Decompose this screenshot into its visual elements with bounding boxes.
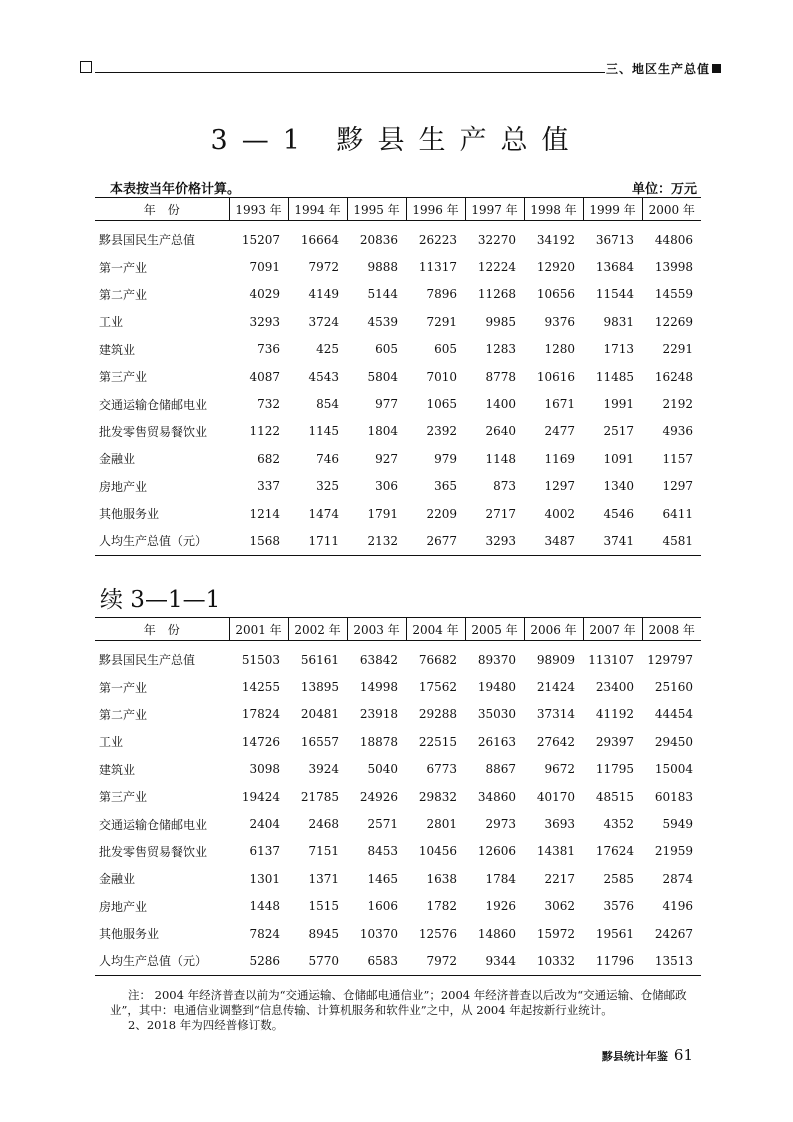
table-row	[95, 756, 701, 783]
table-cell: 7972	[308, 260, 339, 275]
table-row	[95, 500, 701, 527]
table-row	[95, 783, 701, 810]
table-cell: 1301	[249, 871, 280, 886]
table-header-row	[95, 198, 701, 221]
table-row	[95, 673, 701, 700]
row-label: 第一产业	[99, 260, 148, 275]
row-label: 第二产业	[99, 707, 148, 722]
row-label: 房地产业	[99, 479, 148, 494]
table-cell: 15972	[536, 926, 575, 941]
table-cell: 5286	[229, 947, 288, 975]
table-cell: 1784	[485, 871, 516, 886]
table-cell: 10370	[359, 926, 398, 941]
table-cell: 29397	[595, 734, 634, 749]
table-cell: 425	[316, 342, 339, 357]
table-cell: 24267	[654, 926, 693, 941]
table-cell: 4002	[544, 506, 575, 521]
year-column-header: 2008 年	[642, 618, 701, 641]
table-cell: 2477	[544, 424, 575, 439]
table-cell: 2517	[603, 424, 634, 439]
table-cell: 13895	[300, 680, 339, 695]
footnote-line: 业”，其中：电通信业调整到“信息传输、计算机服务和软件业”之中，从 2004 年起按新行业统计。	[110, 1003, 613, 1017]
table-cell: 1157	[662, 451, 693, 466]
year-column-header: 1995 年	[347, 198, 406, 221]
table-cell: 873	[493, 479, 516, 494]
row-label: 黟县国民生产总值	[99, 233, 196, 248]
table-note: 本表按当年价格计算。	[110, 182, 241, 197]
table-cell: 3062	[544, 899, 575, 914]
year-column-header: 2002 年	[288, 618, 347, 641]
table-cell: 1169	[544, 451, 575, 466]
table-cell: 44454	[654, 707, 693, 722]
year-column-header: 2004 年	[406, 618, 465, 641]
table-cell: 14726	[241, 734, 280, 749]
table-cell: 746	[316, 451, 339, 466]
row-label: 工业	[99, 315, 124, 330]
year-column-header: 2000 年	[642, 198, 701, 221]
table-cell: 1474	[308, 506, 339, 521]
table-cell: 5144	[367, 287, 398, 302]
table-cell: 10456	[418, 844, 457, 859]
page-title: 3—1 黟县生产总值	[210, 125, 583, 156]
table-cell: 5770	[288, 947, 347, 975]
table-cell: 63842	[359, 652, 398, 667]
table-cell: 1791	[367, 506, 398, 521]
row-label: 人均生产总值（元）	[95, 527, 229, 555]
table-cell: 7896	[426, 287, 457, 302]
year-column-header: 2001 年	[229, 618, 288, 641]
table-row	[95, 701, 701, 728]
table-row	[95, 445, 701, 472]
table-cell: 3293	[465, 527, 524, 555]
table-cell: 19480	[477, 680, 516, 695]
row-label: 金融业	[99, 872, 136, 887]
table-cell: 1782	[426, 899, 457, 914]
table-cell: 17624	[595, 844, 634, 859]
table-row	[95, 810, 701, 837]
table-cell: 9831	[603, 314, 634, 329]
year-column-header: 1994 年	[288, 198, 347, 221]
table-row	[95, 527, 701, 555]
table-cell: 605	[434, 342, 457, 357]
table-row	[95, 418, 701, 445]
table-cell: 1671	[544, 397, 575, 412]
table-cell: 7010	[426, 369, 457, 384]
table-cell: 1297	[544, 479, 575, 494]
row-label: 第二产业	[99, 287, 148, 302]
table-cell: 2571	[367, 817, 398, 832]
table-cell: 12224	[477, 260, 516, 275]
table-cell: 6137	[249, 844, 280, 859]
table-row	[95, 947, 701, 975]
table-cell: 14381	[536, 844, 575, 859]
table-cell: 1568	[229, 527, 288, 555]
table-cell: 2717	[485, 506, 516, 521]
table-cell: 7972	[406, 947, 465, 975]
table-cell: 6583	[347, 947, 406, 975]
table-cell: 9344	[465, 947, 524, 975]
table-cell: 18878	[359, 734, 398, 749]
row-label: 工业	[99, 735, 124, 750]
table-cell: 20481	[300, 707, 339, 722]
table-cell: 21785	[300, 789, 339, 804]
table-cell: 1145	[308, 424, 339, 439]
table-cell: 60183	[654, 789, 693, 804]
section-header	[606, 60, 721, 77]
table-cell: 15004	[654, 762, 693, 777]
table-cell: 21959	[654, 844, 693, 859]
year-column-header: 1996 年	[406, 198, 465, 221]
table-cell: 4936	[662, 424, 693, 439]
table-cell: 29450	[654, 734, 693, 749]
row-label: 人均生产总值（元）	[95, 947, 229, 975]
section-title: 三、地区生产总值	[606, 62, 711, 76]
row-label: 第三产业	[99, 790, 148, 805]
table-cell: 11268	[477, 287, 516, 302]
table-cell: 10616	[536, 369, 575, 384]
table-cell: 1065	[426, 397, 457, 412]
table-cell: 17824	[241, 707, 280, 722]
row-label: 第一产业	[99, 680, 148, 695]
table-row	[95, 336, 701, 363]
table-cell: 9672	[544, 762, 575, 777]
table-cell: 2217	[544, 871, 575, 886]
table-row	[95, 893, 701, 920]
table-cell: 32270	[477, 232, 516, 247]
table-cell: 9985	[485, 314, 516, 329]
table-cell: 2874	[662, 871, 693, 886]
table-cell: 48515	[595, 789, 634, 804]
table-cell: 29288	[418, 707, 457, 722]
table-cell: 7291	[426, 314, 457, 329]
table-cell: 17562	[418, 680, 457, 695]
table-cell: 26223	[418, 232, 457, 247]
year-column-header: 1997 年	[465, 198, 524, 221]
table-cell: 12269	[654, 314, 693, 329]
year-column-header: 2005 年	[465, 618, 524, 641]
table-cell: 8778	[485, 369, 516, 384]
table-cell: 3576	[603, 899, 634, 914]
table-cell: 37314	[536, 707, 575, 722]
year-column-header: 1999 年	[583, 198, 642, 221]
table-cell: 4543	[308, 369, 339, 384]
table-cell: 8945	[308, 926, 339, 941]
table-cell: 854	[316, 397, 339, 412]
table-cell: 1371	[308, 871, 339, 886]
table-cell: 23918	[359, 707, 398, 722]
year-column-header: 2003 年	[347, 618, 406, 641]
table-cell: 1713	[603, 342, 634, 357]
table-cell: 1926	[485, 899, 516, 914]
row-label: 金融业	[99, 452, 136, 467]
table-row	[95, 281, 701, 308]
row-label: 批发零售贸易餐饮业	[99, 424, 208, 439]
table-cell: 34192	[536, 232, 575, 247]
year-column-header: 1998 年	[524, 198, 583, 221]
table-cell: 129797	[647, 652, 693, 667]
table-cell: 4581	[642, 527, 701, 555]
table-cell: 23400	[595, 680, 634, 695]
table-cell: 12606	[477, 844, 516, 859]
year-header: 年 份	[95, 618, 229, 641]
table-cell: 12920	[536, 260, 575, 275]
table-cell: 979	[434, 451, 457, 466]
table-cell: 19424	[241, 789, 280, 804]
table-cell: 1148	[485, 451, 516, 466]
table-cell: 2192	[662, 397, 693, 412]
table-cell: 51503	[241, 652, 280, 667]
row-label: 房地产业	[99, 899, 148, 914]
table-row	[95, 728, 701, 755]
table-cell: 16248	[654, 369, 693, 384]
table-row	[95, 221, 701, 254]
table-row	[95, 253, 701, 280]
table-cell: 16664	[300, 232, 339, 247]
table-cell: 8867	[485, 762, 516, 777]
table-cell: 605	[375, 342, 398, 357]
table-cell: 6411	[662, 506, 693, 521]
table-cell: 2640	[485, 424, 516, 439]
table-cell: 2209	[426, 506, 457, 521]
table-cell: 325	[316, 479, 339, 494]
table-cell: 1214	[249, 506, 280, 521]
table-cell: 6773	[426, 762, 457, 777]
table-cell: 7091	[249, 260, 280, 275]
table-cell: 1606	[367, 899, 398, 914]
table-cell: 2291	[662, 342, 693, 357]
table-cell: 1400	[485, 397, 516, 412]
table-cell: 3487	[524, 527, 583, 555]
row-label: 交通运输仓储邮电业	[99, 817, 208, 832]
table-cell: 27642	[536, 734, 575, 749]
footnote	[110, 988, 710, 1033]
table-cell: 5804	[367, 369, 398, 384]
table-cell: 4029	[249, 287, 280, 302]
table-cell: 8453	[367, 844, 398, 859]
year-column-header: 1993 年	[229, 198, 288, 221]
table-cell: 21424	[536, 680, 575, 695]
table-cell: 7151	[308, 844, 339, 859]
table-cell: 3924	[308, 762, 339, 777]
table-cell: 1515	[308, 899, 339, 914]
table-cell: 12576	[418, 926, 457, 941]
table-cell: 11485	[595, 369, 634, 384]
page-footer	[602, 1046, 693, 1064]
header-rule	[95, 72, 605, 73]
table-row	[95, 865, 701, 892]
table-cell: 1340	[603, 479, 634, 494]
table-cell: 2468	[308, 817, 339, 832]
table-cell: 36713	[595, 232, 634, 247]
table-cell: 682	[257, 451, 280, 466]
table-cell: 24926	[359, 789, 398, 804]
table-cell: 29832	[418, 789, 457, 804]
table-cell: 3693	[544, 817, 575, 832]
table-cell: 1297	[662, 479, 693, 494]
footnote-line: 2、2018 年为四经普修订数。	[128, 1018, 284, 1032]
table-cell: 10332	[524, 947, 583, 975]
table-header-row	[95, 618, 701, 641]
table-cell: 98909	[536, 652, 575, 667]
table-cell: 1465	[367, 871, 398, 886]
row-label: 其他服务业	[99, 507, 160, 522]
table-cell: 1448	[249, 899, 280, 914]
table-cell: 9376	[544, 314, 575, 329]
table-cell: 34860	[477, 789, 516, 804]
table-cell: 1122	[249, 424, 280, 439]
table-cell: 5949	[662, 817, 693, 832]
year-column-header: 2006 年	[524, 618, 583, 641]
table-cell: 16557	[300, 734, 339, 749]
table-cell: 3741	[583, 527, 642, 555]
table-cell: 3098	[249, 762, 280, 777]
table-cell: 14998	[359, 680, 398, 695]
page-number: 61	[673, 1046, 693, 1064]
table-cell: 1091	[603, 451, 634, 466]
table-cell: 732	[257, 397, 280, 412]
data-table-2001-2008	[95, 617, 701, 976]
table-cell: 19561	[595, 926, 634, 941]
table-row	[95, 838, 701, 865]
table-cell: 1991	[603, 397, 634, 412]
table-cell: 306	[375, 479, 398, 494]
row-label: 建筑业	[99, 342, 136, 357]
table-cell: 4196	[662, 899, 693, 914]
table-cell: 10656	[536, 287, 575, 302]
row-label: 第三产业	[99, 370, 148, 385]
table-cell: 11317	[418, 260, 457, 275]
book-title: 黟县统计年鉴	[601, 1050, 668, 1063]
row-label: 批发零售贸易餐饮业	[99, 844, 208, 859]
table-cell: 26163	[477, 734, 516, 749]
table-cell: 1804	[367, 424, 398, 439]
table-cell: 4546	[603, 506, 634, 521]
table-cell: 40170	[536, 789, 575, 804]
table-cell: 76682	[418, 652, 457, 667]
table-cell: 2585	[603, 871, 634, 886]
table-cell: 89370	[477, 652, 516, 667]
table-cell: 2132	[347, 527, 406, 555]
continued-title: 续 3—1—1	[100, 587, 221, 613]
table-cell: 13513	[642, 947, 701, 975]
table-cell: 2404	[249, 817, 280, 832]
table-cell: 11544	[595, 287, 634, 302]
table-cell: 2392	[426, 424, 457, 439]
row-label: 黟县国民生产总值	[99, 653, 196, 668]
table-cell: 4352	[603, 817, 634, 832]
year-header: 年 份	[95, 198, 229, 221]
table-cell: 1283	[485, 342, 516, 357]
table-cell: 11796	[583, 947, 642, 975]
table-row	[95, 390, 701, 417]
table-cell: 927	[375, 451, 398, 466]
table-cell: 14559	[654, 287, 693, 302]
table-cell: 1711	[288, 527, 347, 555]
footnote-line: 注： 2004 年经济普查以前为“交通运输、仓储邮电通信业”；2004 年经济普查以后改为“交通运输、仓储邮政	[128, 988, 687, 1002]
table-cell: 9888	[367, 260, 398, 275]
table-cell: 2677	[406, 527, 465, 555]
table-cell: 13998	[654, 260, 693, 275]
header-box-icon	[80, 61, 92, 73]
table-row	[95, 641, 701, 674]
row-label: 其他服务业	[99, 927, 160, 942]
table-cell: 56161	[300, 652, 339, 667]
table-row	[95, 473, 701, 500]
table-cell: 977	[375, 397, 398, 412]
table-cell: 14860	[477, 926, 516, 941]
table-cell: 1638	[426, 871, 457, 886]
row-label: 建筑业	[99, 762, 136, 777]
table-cell: 20836	[359, 232, 398, 247]
table-row	[95, 363, 701, 390]
table-cell: 15207	[241, 232, 280, 247]
table-cell: 41192	[595, 707, 634, 722]
table-cell: 337	[257, 479, 280, 494]
year-column-header: 2007 年	[583, 618, 642, 641]
table-cell: 4149	[308, 287, 339, 302]
table-cell: 11795	[595, 762, 634, 777]
table-cell: 4087	[249, 369, 280, 384]
table-cell: 7824	[249, 926, 280, 941]
table-cell: 365	[434, 479, 457, 494]
table-row	[95, 920, 701, 947]
table-cell: 2801	[426, 817, 457, 832]
unit-label: 单位：万元	[631, 182, 697, 197]
table-cell: 3293	[249, 314, 280, 329]
table-cell: 25160	[654, 680, 693, 695]
table-cell: 13684	[595, 260, 634, 275]
table-cell: 113107	[588, 652, 634, 667]
table-cell: 44806	[654, 232, 693, 247]
table-cell: 35030	[477, 707, 516, 722]
table-cell: 22515	[418, 734, 457, 749]
table-cell: 5040	[367, 762, 398, 777]
square-icon	[712, 64, 721, 73]
table-cell: 736	[257, 342, 280, 357]
data-table-1993-2000	[95, 197, 701, 556]
table-cell: 3724	[308, 314, 339, 329]
table-cell: 4539	[367, 314, 398, 329]
table-row	[95, 308, 701, 335]
row-label: 交通运输仓储邮电业	[99, 397, 208, 412]
table-cell: 14255	[241, 680, 280, 695]
table-cell: 2973	[485, 817, 516, 832]
table-cell: 1280	[544, 342, 575, 357]
